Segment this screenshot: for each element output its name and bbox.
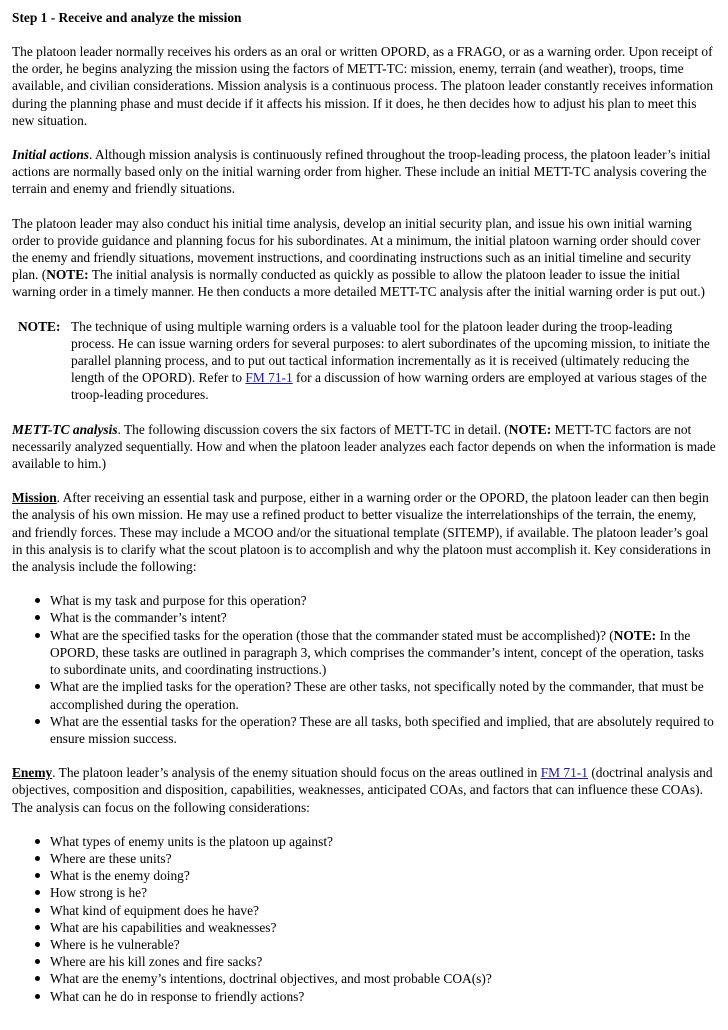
time-analysis-text-after: The initial analysis is normally conducted as quickly as possible to allow the platoon leader to issue the initial warning order in a timely manner. He then conducts a more detailed METT-TC analysis after the initial warning order is put out.) xyxy=(12,267,706,300)
mett-tc-note-label: NOTE: xyxy=(508,421,552,437)
note-text-before: The technique of using multiple warning orders is a valuable tool for the platoon leader during the troop-leading process. He can issue warning orders for several purposes: to alert subordinates of the upcoming mission, to initiate the parallel planning process, and to put out tactical information incrementally as it is received (ultimately reducing the length of the OPORD). Refer to xyxy=(71,318,710,386)
specified-tasks-text-after: In the OPORD, these tasks are outlined in paragraph 3, which comprises the commander’s intent, concept of the operation, tasks to subordinate units, and coordinating instructions.) xyxy=(50,627,704,678)
enemy-considerations-list xyxy=(12,833,716,1005)
list-item: What kind of equipment does he have? xyxy=(50,902,716,919)
list-item: What are his capabilities and weaknesses? xyxy=(50,919,716,936)
fm-71-1-link[interactable]: FM 71-1 xyxy=(245,370,293,386)
initial-actions-paragraph xyxy=(12,146,716,198)
enemy-text-after: (doctrinal analysis and objectives, composition and disposition, capabilities, weaknesses, anticipated COAs, and factors that can influence these COAs). The analysis can focus on the following considerations: xyxy=(12,765,713,815)
enemy-lead: Enemy xyxy=(12,765,53,781)
warning-orders-note xyxy=(12,318,716,404)
list-item: Where are these units? xyxy=(50,850,716,867)
enemy-text-before: . The platoon leader’s analysis of the enemy situation should focus on the areas outlined in xyxy=(52,765,541,781)
mission-paragraph xyxy=(12,489,716,575)
list-item: What is the commander’s intent? xyxy=(50,609,716,626)
list-item: What types of enemy units is the platoon up against? xyxy=(50,833,716,850)
list-item xyxy=(50,627,716,679)
specified-tasks-note-label: NOTE: xyxy=(613,627,657,643)
list-item: What are the implied tasks for the operation? These are other tasks, not specifically noted by the commander, that must be accomplished during the operation. xyxy=(50,678,716,712)
time-analysis-paragraph xyxy=(12,215,716,301)
list-item: How strong is he? xyxy=(50,884,716,901)
mett-tc-paragraph xyxy=(12,421,716,473)
mett-tc-text-after: METT-TC factors are not necessarily analyzed sequentially. How and when the platoon leader analyzes each factor depends on when the information is made available to him.) xyxy=(12,421,716,472)
fm-71-1-link[interactable]: FM 71-1 xyxy=(540,765,588,781)
list-item: Where is he vulnerable? xyxy=(50,936,716,953)
initial-actions-text: . Although mission analysis is continuously refined throughout the troop-leading process, the platoon leader’s initial actions are normally based only on the initial warning order from higher. These include an initial METT-TC analysis covering the terrain and enemy and friendly situations. xyxy=(12,147,711,197)
intro-paragraph: The platoon leader normally receives his orders as an oral or written OPORD, as a FRAGO, or as a warning order. Upon receipt of the order, he begins analyzing the mission using the factors of METT-TC: mission, enemy, terrain (and weather), troops, time available, and civilian considerations. Mission analysis is a continuous process. The platoon leader constantly receives information during the planning phase and must decide if it affects his mission. If it does, he then decides how to adjust his plan to meet this new situation. xyxy=(12,44,714,128)
mission-lead: Mission xyxy=(12,490,57,506)
enemy-paragraph xyxy=(12,764,716,816)
step-heading: Step 1 - Receive and analyze the mission xyxy=(12,10,242,25)
time-analysis-text-before: The platoon leader may also conduct his initial time analysis, develop an initial security plan, and issue his own initial warning order to provide guidance and planning focus for his subordinates. At a minimum, the initial platoon warning order should cover the enemy and friendly situations, movement instructions, and coordinating instructions such as an initial timeline and security plan. ( xyxy=(12,215,701,283)
list-item: What are the enemy’s intentions, doctrinal objectives, and most probable COA(s)? xyxy=(50,970,716,987)
list-item: What can he do in response to friendly actions? xyxy=(50,988,716,1005)
note-label: NOTE: xyxy=(18,318,61,334)
list-item: What are the essential tasks for the operation? These are all tasks, both specified and implied, that are absolutely required to ensure mission success. xyxy=(50,713,716,747)
mission-considerations-list xyxy=(12,592,716,747)
mett-tc-lead: METT-TC analysis xyxy=(12,421,118,437)
list-item: What is my task and purpose for this operation? xyxy=(50,592,716,609)
time-analysis-note-label: NOTE: xyxy=(46,267,89,283)
note-text xyxy=(71,318,716,404)
specified-tasks-text-before: What are the specified tasks for the operation (those that the commander stated must be accomplished)? ( xyxy=(50,627,614,643)
mett-tc-text-before: . The following discussion covers the six factors of METT-TC in detail. ( xyxy=(117,421,509,437)
initial-actions-lead: Initial actions xyxy=(12,147,90,163)
note-text-after: for a discussion of how warning orders are employed at various stages of the troop-leading procedures. xyxy=(71,370,707,403)
mission-text: . After receiving an essential task and purpose, either in a warning order or the OPORD, the platoon leader can then begin the analysis of his own mission. He may use a refined product to better visualize the interrelationships of the terrain, the enemy, and friendly forces. These may include a MCOO and/or the situational template (SITEMP), if available. The platoon leader’s goal in this analysis is to clarify what the scout platoon is to accomplish and why the platoon must accomplish it. Key considerations in the analysis include the following: xyxy=(12,490,711,575)
list-item: Where are his kill zones and fire sacks? xyxy=(50,953,716,970)
list-item: What is the enemy doing? xyxy=(50,867,716,884)
